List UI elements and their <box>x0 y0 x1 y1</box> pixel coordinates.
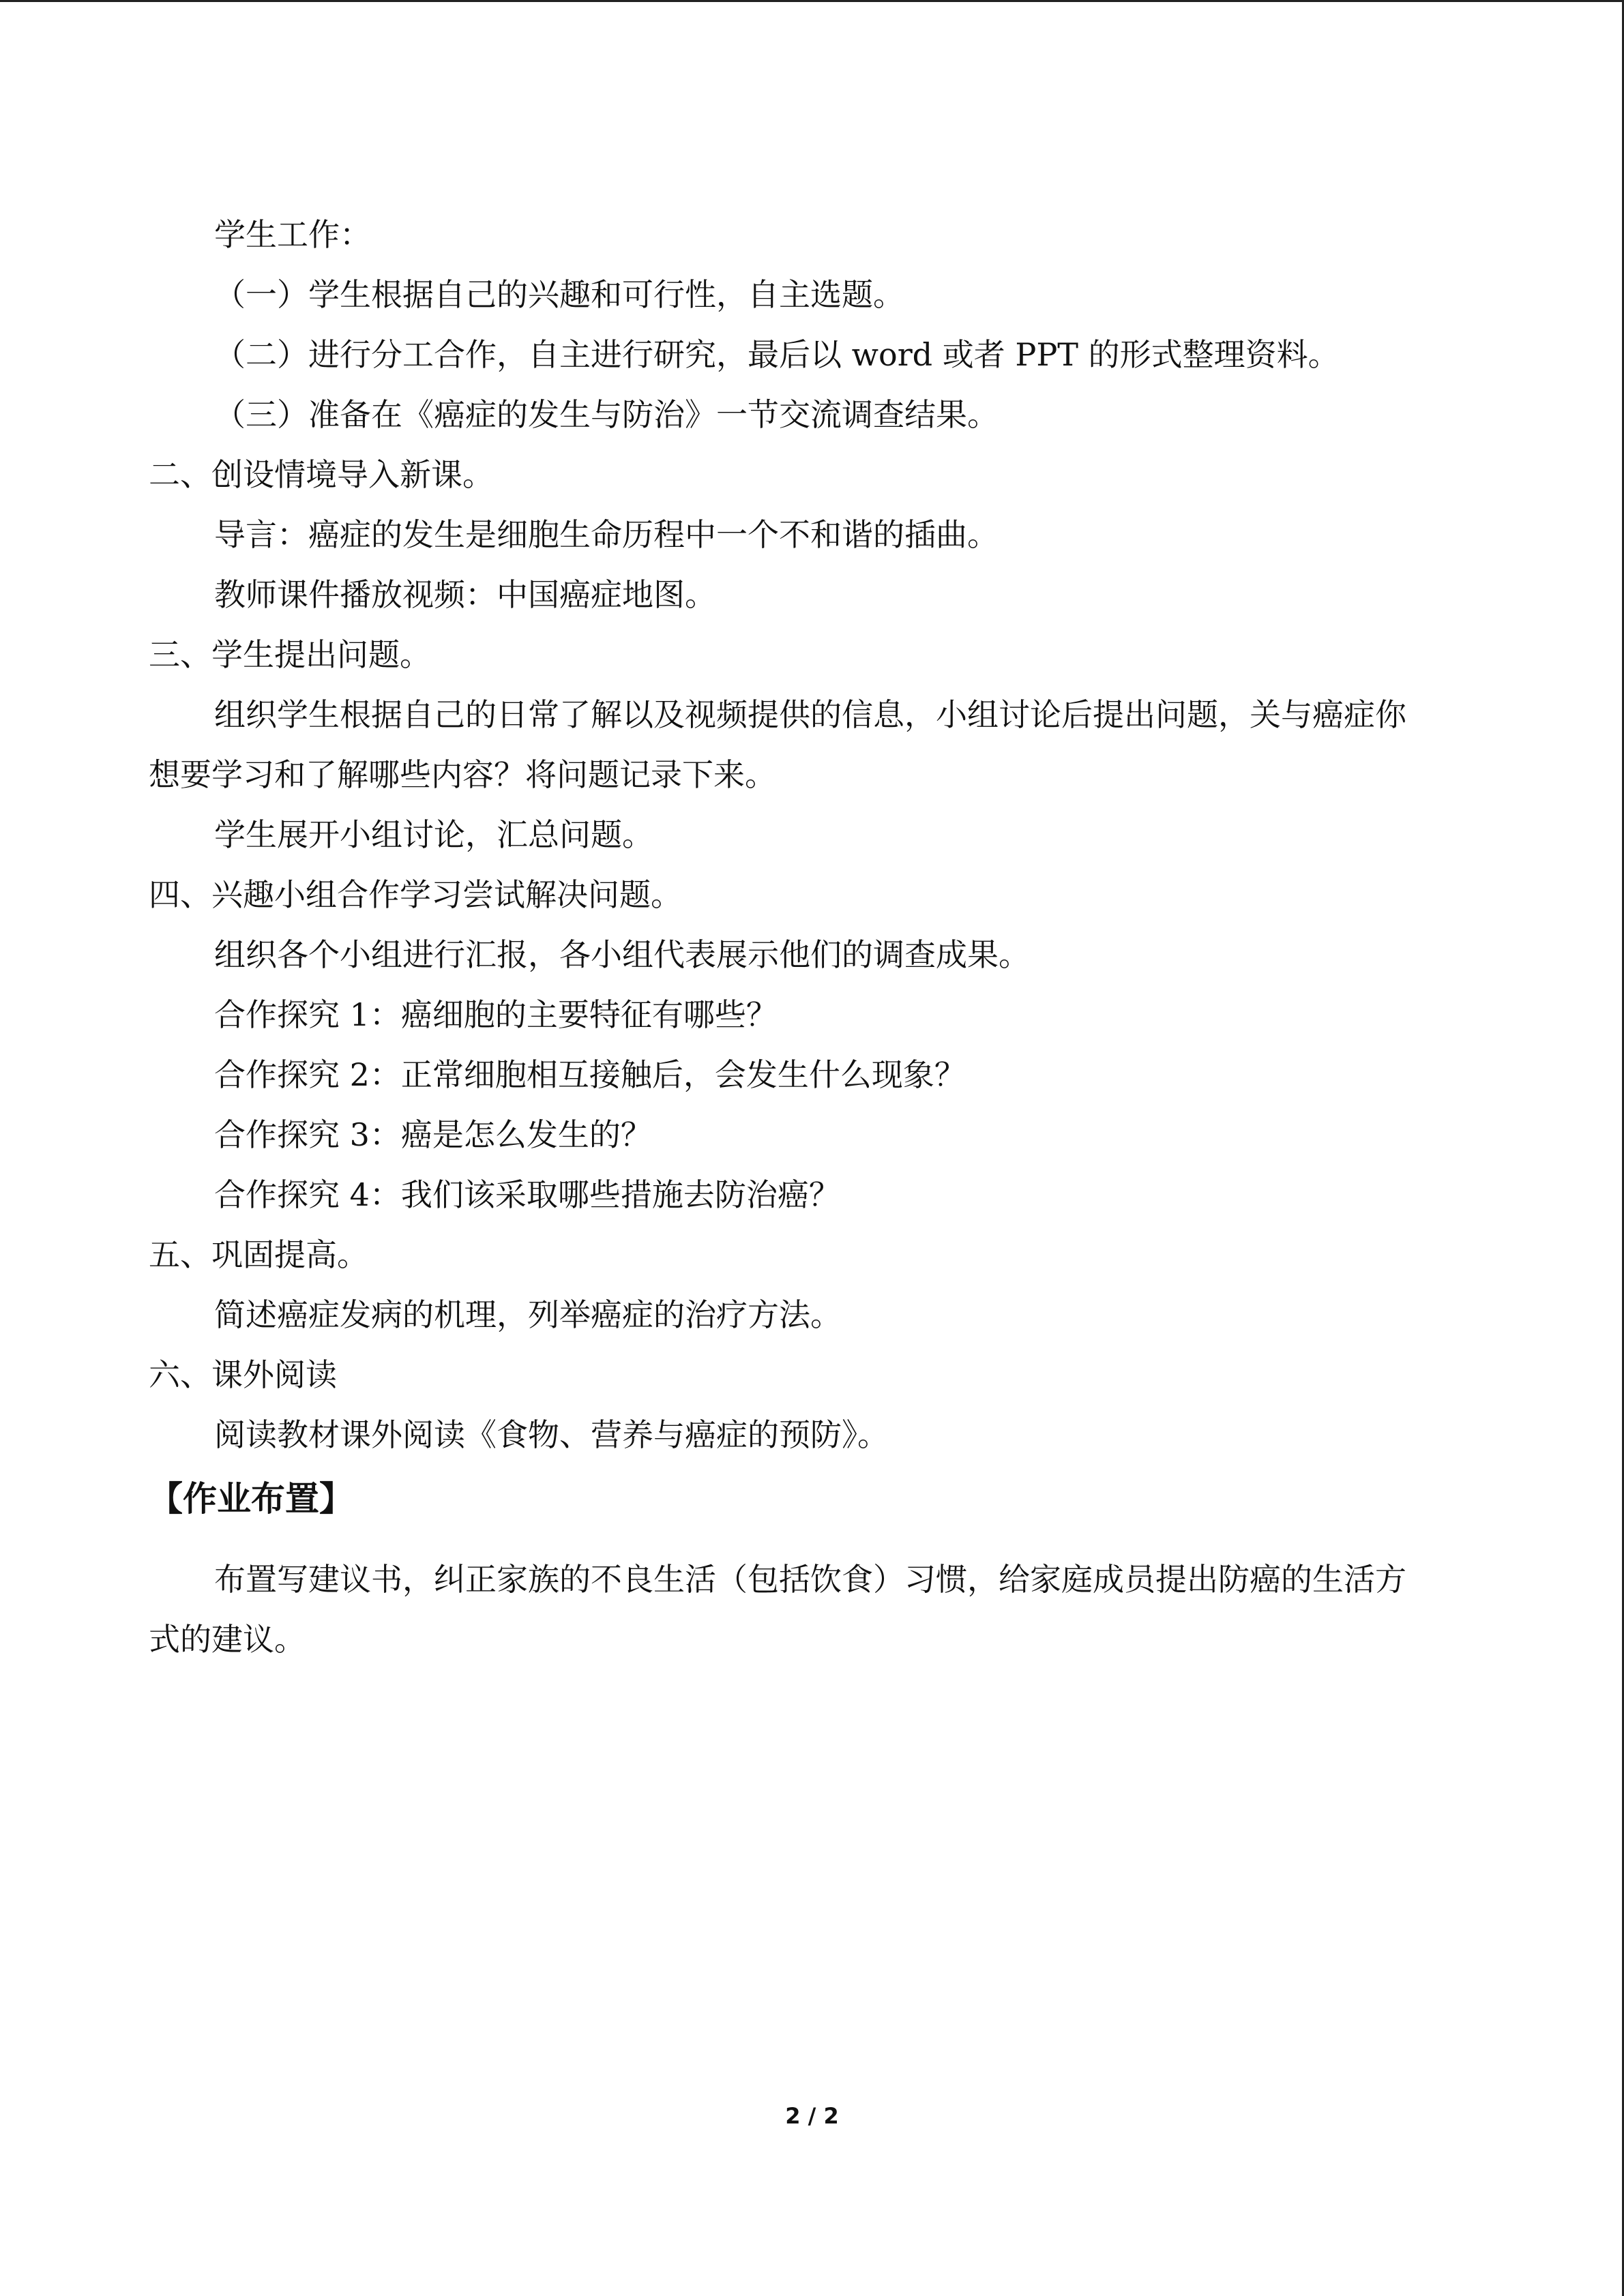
homework-heading: 【作业布置】 <box>149 1479 353 1519</box>
student-work-item-1: （一）学生根据自己的兴趣和可行性，自主选题。 <box>214 276 904 313</box>
extra-reading-text: 阅读教材课外阅读《食物、营养与癌症的预防》。 <box>214 1416 889 1453</box>
organize-question-line-1: 组织学生根据自己的日常了解以及视频提供的信息，小组讨论后提出问题，关与癌症你 <box>214 696 1406 733</box>
inquiry-3-text: 合作探究 3：癌是怎么发生的？ <box>214 1116 652 1153</box>
inquiry-2-text: 合作探究 2：正常细胞相互接触后，会发生什么现象？ <box>214 1056 966 1093</box>
page-border-top <box>0 0 1624 2</box>
consolidate-text: 简述癌症发病的机理，列举癌症的治疗方法。 <box>214 1296 842 1333</box>
homework-line-1: 布置写建议书，纠正家族的不良生活（包括饮食）习惯，给家庭成员提出防癌的生活方 <box>214 1561 1406 1598</box>
document-body <box>149 205 1458 1669</box>
inquiry-4-text: 合作探究 4：我们该采取哪些措施去防治癌？ <box>214 1176 840 1213</box>
student-discussion-text: 学生展开小组讨论，汇总问题。 <box>214 816 653 853</box>
section-heading-6: 六、课外阅读 <box>149 1356 337 1393</box>
student-work-item-3: （三）准备在《癌症的发生与防治》一节交流调查结果。 <box>214 396 999 433</box>
student-work-item-2: （二）进行分工合作，自主进行研究，最后以 word 或者 PPT 的形式整理资料。 <box>214 336 1340 373</box>
organize-question-line-2: 想要学习和了解哪些内容？将问题记录下来。 <box>149 756 776 793</box>
inquiry-1-text: 合作探究 1：癌细胞的主要特征有哪些？ <box>214 996 778 1033</box>
group-report-text: 组织各个小组进行汇报，各小组代表展示他们的调查成果。 <box>214 936 1030 973</box>
section-heading-2: 二、创设情境导入新课。 <box>149 456 494 493</box>
intro-text: 导言：癌症的发生是细胞生命历程中一个不和谐的插曲。 <box>214 516 999 553</box>
section-heading-3: 三、学生提出问题。 <box>149 636 431 673</box>
page-number: 2 / 2 <box>785 2103 839 2129</box>
student-work-label: 学生工作： <box>214 216 371 253</box>
section-heading-4: 四、兴趣小组合作学习尝试解决问题。 <box>149 876 682 913</box>
homework-line-2: 式的建议。 <box>149 1621 306 1658</box>
section-heading-5: 五、巩固提高。 <box>149 1236 368 1273</box>
teacher-video-text: 教师课件播放视频：中国癌症地图。 <box>214 576 716 613</box>
